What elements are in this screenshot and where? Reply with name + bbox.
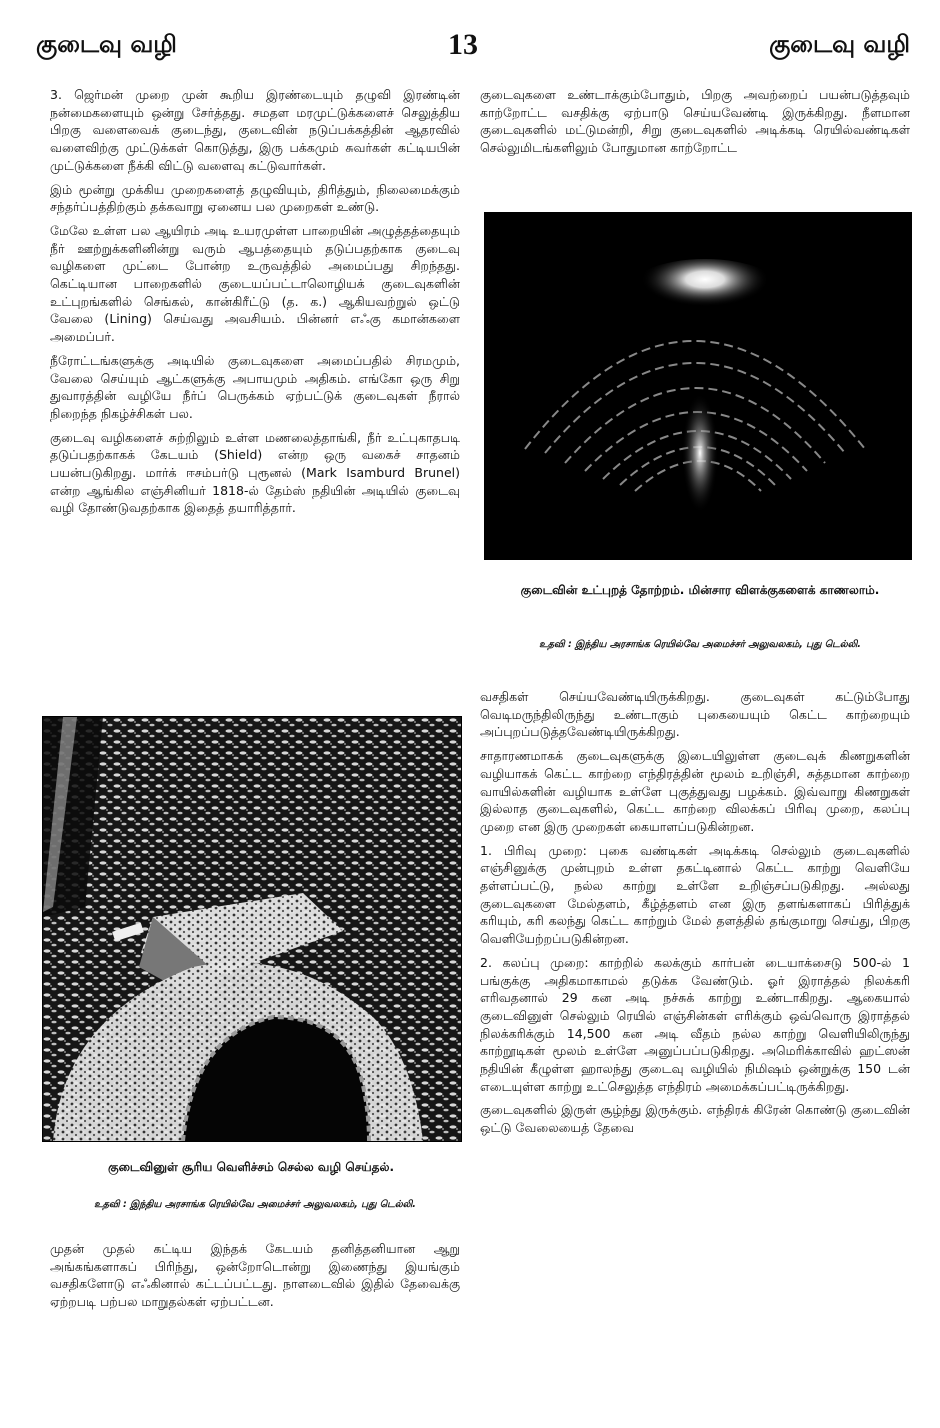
paragraph: குடைவுகளை உண்டாக்கும்போதும், பிறகு அவற்றைப் பயன்படுத்தவும் காற்றோட்ட வசதிக்கு ஏற்பாடு செய்யவேண்டி இருக்கிறது. நீளமான குடைவுகளில் மட்டுமன்றி, சிறு குடைவுகளில் அடிக்கடி ரெயில்வண்டிகள் செல்லுமிடங்களிலும் போதுமான காற்றோட்ட bbox=[480, 87, 910, 156]
figure-credit: உதவி : இந்திய அரசாங்க ரெயில்வே அமைச்சர் அலுவலகம், புது டெல்லி. bbox=[539, 639, 861, 650]
left-column-top bbox=[50, 86, 460, 706]
page-number: 13 bbox=[448, 28, 478, 61]
running-title-left: குடைவு வழி bbox=[36, 30, 177, 58]
paragraph: இம் மூன்று முக்கிய முறைகளைத் தழுவியும், திரித்தும், நிலைமைக்கும் சந்தர்ப்பத்திற்கும் தக்கவாறு ஏனைய பல முறைகள் உண்டு. bbox=[50, 181, 460, 215]
paragraph: 3. ஜெர்மன் முறை முன் கூறிய இரண்டையும் தழுவி இரண்டின் நன்மைகளையும் ஒன்று சேர்த்தது. சமதள மரமுட்டுக்களைச் செலுத்திய பிறகு வளைவைக் குடைந்து, குடைவின் நடுப்பக்கத்தின் ஆதரவில் வளைவிற்கு முட்டுக்கள் கொடுத்து, இரு பக்கமும் சுவர்கள் கட்டியபின் முட்டுக்களை நீக்கி விட்டு வளைவு கட்டுவார்கள். bbox=[50, 87, 460, 173]
tunnel-entrance-photo bbox=[42, 716, 462, 1142]
paragraph: சாதாரணமாகக் குடைவுகளுக்கு இடையிலுள்ள குடைவுக் கிணறுகளின் வழியாகக் கெட்ட காற்றை எந்திரத்தின் மூலம் உறிஞ்சி, சுத்தமான காற்றை வாயில்களின் வழியாக உள்ளே புகுத்துவது பழக்கம். இவ்வாறு கிணறுகள் இல்லாத குடைவுகளில், கெட்ட காற்றை விலக்கப் பிரிவு முறை, கலப்பு முறை என இரு முறைகள் கையாளப்படுகின்றன. bbox=[480, 748, 910, 834]
paragraph: 1. பிரிவு முறை: புகை வண்டிகள் அடிக்கடி செல்லும் குடைவுகளில் எஞ்சினுக்கு முன்புறம் உள்ள தகட்டினால் கெட்ட காற்று வெளியே தள்ளப்பட்டு, நல்ல காற்று உள்ளே உறிஞ்சப்படுகிறது. அல்லது குடைவுகளை மேல்தளம், கீழ்த்தளம் என இரு தளங்களாகப் பிரித்துக் கரியும், கரி கலந்து கெட்ட காற்றும் மேல் தளத்தில் தங்குமாறு செய்து, பிறகு வெளியேற்றப்படுகின்றன. bbox=[480, 842, 910, 947]
left-column-bottom bbox=[50, 1240, 460, 1360]
paragraph: முதன் முதல் கட்டிய இந்தக் கேடயம் தனித்தனியான ஆறு அங்கங்களாகப் பிரிந்து, ஒன்றோடொன்று இணைந்து இயங்கும் வசதிகளோடு எஃகினால் கட்டப்பட்டது. நாளடைவில் இதில் தேவைக்கு ஏற்றபடி பற்பல மாறுதல்கள் ஏற்பட்டன. bbox=[50, 1241, 460, 1310]
figure-caption: குடைவின் உட்புறத் தோற்றம். மின்சார விளக்குகளைக் காணலாம். bbox=[520, 583, 880, 597]
paragraph: 2. கலப்பு முறை: காற்றில் கலக்கும் கார்பன் டையாக்சைடு 500-ல் 1 பங்குக்கு அதிகமாகாமல் தடுக்க வேண்டும். ஓர் இராத்தல் நிலக்கரி எரிவதனால் 29 கன அடி நச்சுக் காற்று உண்டாகிறது. ஆகையால் குடைவினுள் செல்லும் ரெயில் எஞ்சின்கள் எரிக்கும் ஒவ்வொரு இராத்தல் நிலக்கரிக்கும் 14,500 கன அடி வீதம் நல்ல காற்று வெளியிலிருந்து காற்றூடிகள் மூலம் உள்ளே அனுப்பப்படுகிறது. அமெரிக்காவில் ஹட்ஸன் நதியின் கீழுள்ள ஹாலந்து குடைவு வழியில் நிமிஷம் ஒன்றுக்கு 150 டன் எடையுள்ள காற்று உட்செலுத்த எந்திரம் அமைக்கப்பட்டிருக்கிறது. bbox=[480, 954, 910, 1094]
tunnel-interior-photo bbox=[484, 212, 912, 560]
paragraph: குடைவுகளில் இருள் சூழ்ந்து இருக்கும். எந்திரக் கிரேன் கொண்டு குடைவின் ஒட்டு வேலையைத் தேவை bbox=[480, 1102, 910, 1136]
paragraph: நீரோட்டங்களுக்கு அடியில் குடைவுகளை அமைப்பதில் சிரமமும், வேலை செய்யும் ஆட்களுக்கு அபாயமும் அதிகம். எங்கோ ஒரு சிறு துவாரத்தின் வழியே நீர்ப் பெருக்கம் ஏற்பட்டுக் குடைவுகள் நீரால் நிறைந்த நிகழ்ச்சிகள் பல. bbox=[50, 352, 460, 421]
paragraph: குடைவு வழிகளைச் சுற்றிலும் உள்ள மணலைத்தாங்கி, நீர் உட்புகாதபடி தடுப்பதற்காகக் கேடயம் (Shield) என்ற ஒரு வகைச் சாதனம் பயன்படுகிறது. மார்க் ஈசம்பர்டு புரூனல் (Mark Isamburd Brunel) என்ற ஆங்கில எஞ்சினியர் 1818-ல் தேம்ஸ் நதியின் அடியில் குடைவு வழி தோண்டுவதற்காக இதைத் தயாரித்தார். bbox=[50, 429, 460, 516]
tunnel-ceiling-illustration bbox=[485, 213, 911, 559]
tunnel-entrance-illustration bbox=[43, 717, 461, 1141]
figure-caption: குடைவினுள் சூரிய வெளிச்சம் செல்ல வழி செய்தல். bbox=[107, 1160, 395, 1174]
paragraph: வசதிகள் செய்யவேண்டியிருக்கிறது. குடைவுகள் கட்டும்போது வெடிமருந்திலிருந்து உண்டாகும் புகையையும் கெட்ட காற்றையும் அப்புறப்படுத்தவேண்டியிருக்கிறது. bbox=[480, 689, 910, 740]
paragraph: மேலே உள்ள பல ஆயிரம் அடி உயரமுள்ள பாறையின் அழுத்தத்தையும் நீர் ஊற்றுக்களினின்று வரும் ஆபத்தையும் தடுப்பதற்காக குடைவு வழிகளை முட்டை போன்ற உருவத்தில் அமைப்பது சிறந்தது. கெட்டியான பாறைகளில் குடையப்பட்டாலொழியக் குடைவுகளின் உட்புறங்களில் செங்கல், கான்கிரீட்டு (த. க.) ஆகியவற்றுல் ஒட்டு வேலை (Lining) செய்வது அவசியம். பின்னர் எஃகு கமான்களை அமைப்பர். bbox=[50, 222, 460, 345]
page-header bbox=[0, 28, 940, 68]
right-column-top bbox=[480, 86, 910, 196]
running-title-right: குடைவு வழி bbox=[769, 30, 910, 58]
right-column-bottom bbox=[480, 688, 910, 1388]
figure-credit: உதவி : இந்திய அரசாங்க ரெயில்வே அமைச்சர் அலுவலகம், புது டெல்லி. bbox=[94, 1199, 416, 1210]
